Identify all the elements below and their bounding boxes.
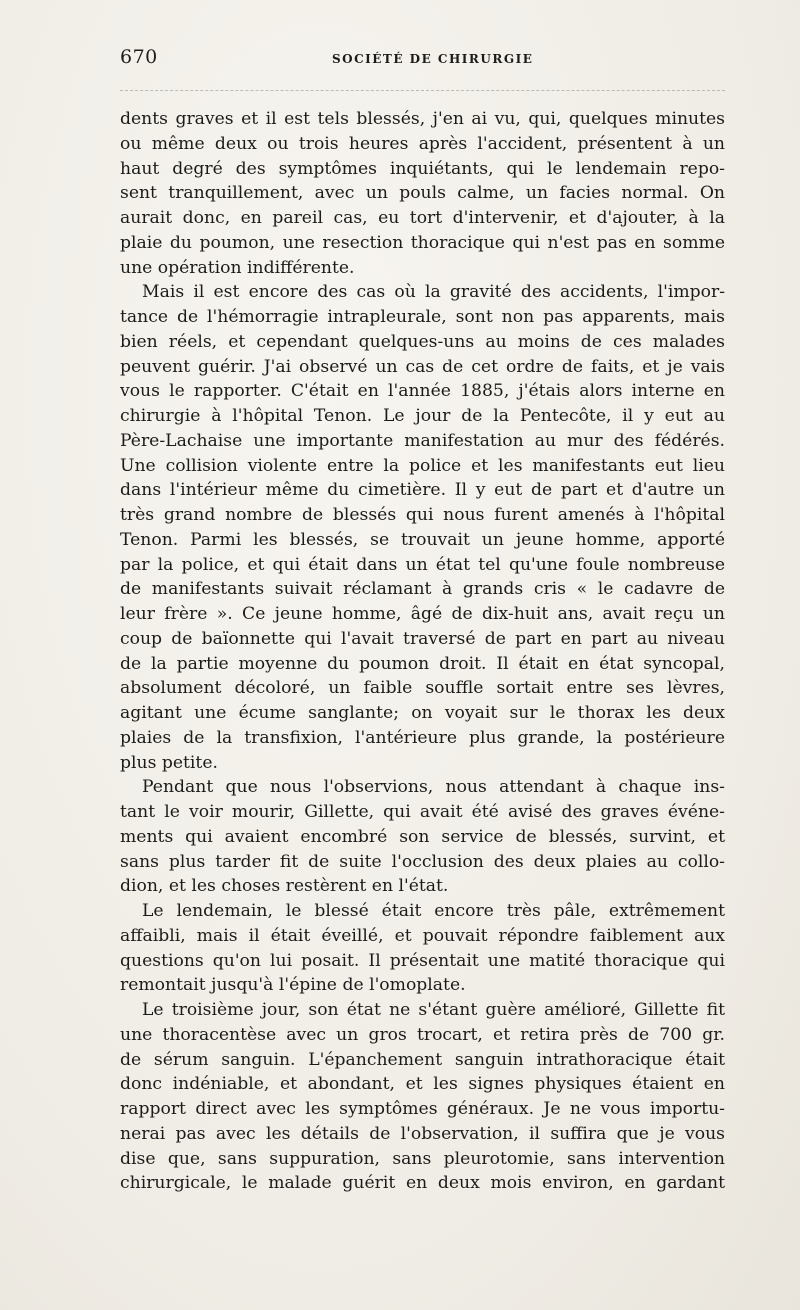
text-line: bien réels, et cependant quelques-uns au moins de ces malades bbox=[120, 331, 725, 352]
text-line: Mais il est encore des cas où la gravité des accidents, l'impor- bbox=[142, 282, 725, 303]
text-line: sent tranquillement, avec un pouls calme, un facies normal. On bbox=[120, 183, 725, 204]
text-line: chirurgicale, le malade guérit en deux mois environ, en gardant bbox=[120, 1173, 725, 1194]
text-line: par la police, et qui était dans un état tel qu'une foule nombreuse bbox=[120, 554, 725, 575]
text-line: de sérum sanguin. L'épanchement sanguin intrathoracique était bbox=[120, 1049, 725, 1070]
text-line: Une collision violente entre la police et les manifestants eut lieu bbox=[120, 455, 725, 476]
text-line: donc indéniable, et abondant, et les signes physiques étaient en bbox=[120, 1074, 725, 1095]
text-line: sans plus tarder fit de suite l'occlusion des deux plaies au collo- bbox=[120, 851, 725, 872]
text-line: questions qu'on lui posait. Il présentait une matité thoracique qui bbox=[120, 950, 725, 971]
text-line: absolument décoloré, un faible souffle sortait entre ses lèvres, bbox=[120, 678, 725, 699]
running-head: SOCIÉTÉ DE CHIRURGIE bbox=[332, 52, 534, 66]
text-line: tant le voir mourir, Gillette, qui avait été avisé des graves événe- bbox=[120, 802, 725, 822]
text-line: agitant une écume sanglante; on voyait sur le thorax les deux bbox=[120, 703, 725, 723]
text-line: dion, et les choses restèrent en l'état. bbox=[120, 876, 449, 897]
text-line: Tenon. Parmi les blessés, se trouvait un jeune homme, apporté bbox=[120, 529, 725, 550]
text-line: dans l'intérieur même du cimetière. Il y eut de part et d'autre un bbox=[120, 480, 725, 501]
text-line: Le lendemain, le blessé était encore très pâle, extrêmement bbox=[142, 901, 725, 921]
text-line: plaie du poumon, une resection thoracique qui n'est pas en somme bbox=[120, 232, 725, 253]
text-line: peuvent guérir. J'ai observé un cas de cet ordre de faits, et je vais bbox=[120, 356, 725, 377]
text-line: Pendant que nous l'observions, nous attendant à chaque ins- bbox=[142, 777, 725, 798]
page-number: 670 bbox=[120, 46, 158, 68]
text-line: affaibli, mais il était éveillé, et pouvait répondre faiblement aux bbox=[120, 925, 725, 946]
text-line: rapport direct avec les symptômes généraux. Je ne vous importu- bbox=[120, 1099, 725, 1119]
text-line: dise que, sans suppuration, sans pleurotomie, sans intervention bbox=[120, 1148, 725, 1169]
body-text bbox=[120, 107, 725, 1196]
text-line: très grand nombre de blessés qui nous furent amenés à l'hôpital bbox=[120, 505, 725, 525]
text-line: plaies de la transfixion, l'antérieure plus grande, la postérieure bbox=[120, 727, 725, 748]
text-line: plus petite. bbox=[120, 752, 218, 773]
text-line: leur frère ». Ce jeune homme, âgé de dix-huit ans, avait reçu un bbox=[120, 604, 725, 624]
text-line: aurait donc, en pareil cas, eu tort d'intervenir, et d'ajouter, à la bbox=[120, 208, 725, 228]
text-line: remontait jusqu'à l'épine de l'omoplate. bbox=[120, 975, 466, 996]
text-line: Le troisième jour, son état ne s'étant guère amélioré, Gillette fit bbox=[142, 1000, 725, 1020]
text-line: de manifestants suivait réclamant à grands cris « le cadavre de bbox=[120, 579, 725, 600]
text-line: ou même deux ou trois heures après l'accident, présentent à un bbox=[120, 133, 725, 154]
text-line: tance de l'hémorragie intrapleurale, sont non pas apparents, mais bbox=[120, 307, 725, 327]
text-line: ments qui avaient encombré son service de blessés, survint, et bbox=[120, 826, 725, 847]
text-line: haut degré des symptômes inquiétants, qui le lendemain repo- bbox=[120, 158, 725, 179]
text-line: une thoracentèse avec un gros trocart, et retira près de 700 gr. bbox=[120, 1024, 725, 1045]
page-header bbox=[120, 46, 725, 76]
header-rule bbox=[120, 90, 725, 91]
text-line: de la partie moyenne du poumon droit. Il était en état syncopal, bbox=[120, 653, 725, 674]
text-line: vous le rapporter. C'était en l'année 1885, j'étais alors interne en bbox=[120, 381, 725, 402]
text-line: Père-Lachaise une importante manifestation au mur des fédérés. bbox=[120, 430, 725, 451]
text-line: chirurgie à l'hôpital Tenon. Le jour de la Pentecôte, il y eut au bbox=[120, 406, 725, 426]
text-line: une opération indifférente. bbox=[120, 257, 355, 278]
text-line: nerai pas avec les détails de l'observation, il suffira que je vous bbox=[120, 1123, 725, 1144]
text-line: dents graves et il est tels blessés, j'en ai vu, qui, quelques minutes bbox=[120, 109, 725, 129]
text-line: coup de baïonnette qui l'avait traversé de part en part au niveau bbox=[120, 628, 725, 649]
